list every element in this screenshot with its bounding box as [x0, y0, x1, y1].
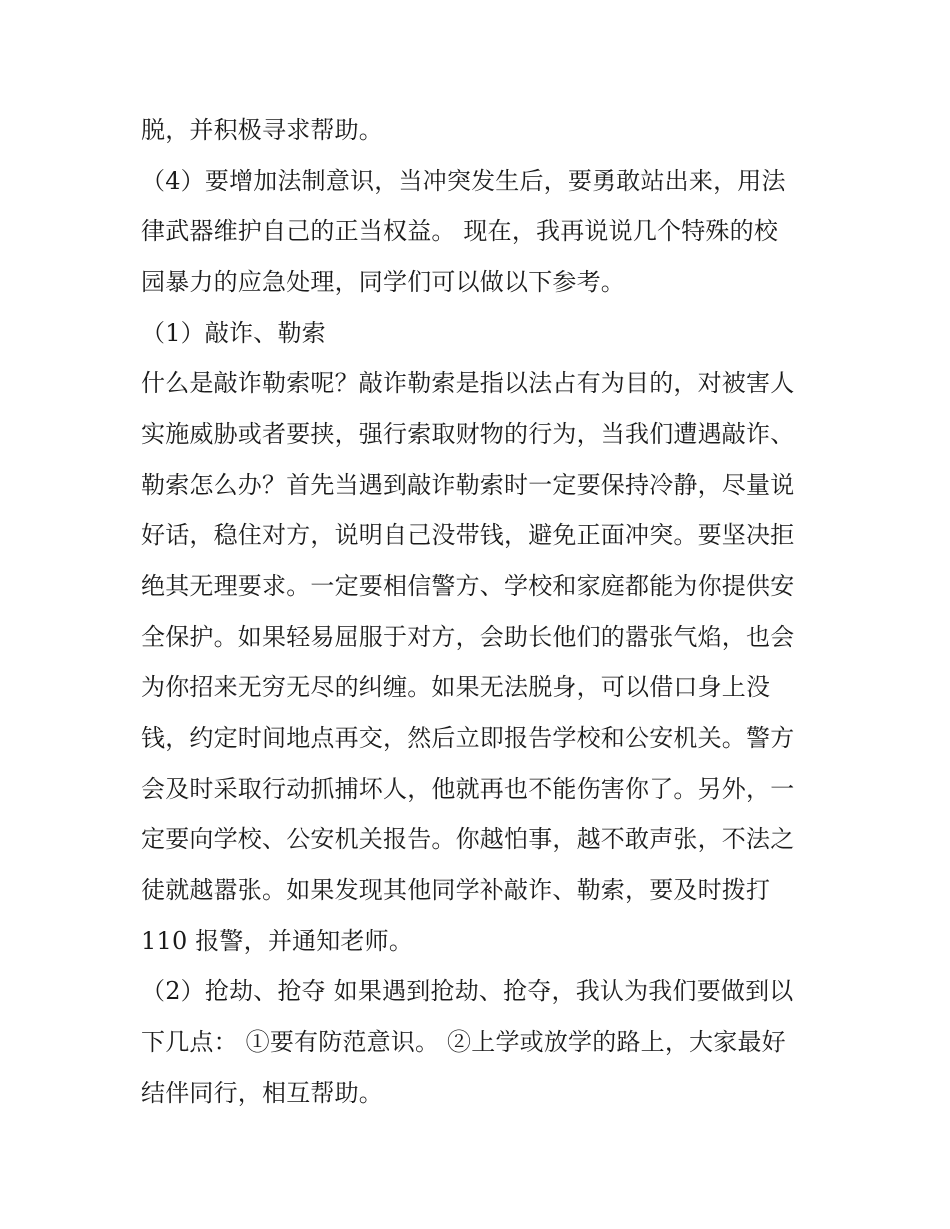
text-line: 好话，稳住对方，说明自己没带钱，避免正面冲突。要坚决拒: [141, 521, 795, 549]
text-line: 实施威胁或者要挟，强行索取财物的行为，当我们遭遇敲诈、: [141, 420, 795, 448]
text-line: 什么是敲诈勒索呢？敲诈勒索是指以法占有为目的，对被害人: [141, 369, 795, 397]
text-line: 律武器维护自己的正当权益。 现在，我再说说几个特殊的校: [141, 217, 779, 245]
text-line: 绝其无理要求。一定要相信警方、学校和家庭都能为你提供安: [141, 572, 795, 600]
section-heading: （2）抢劫、抢夺 如果遇到抢劫、抢夺，我认为我们要做到以: [141, 977, 794, 1005]
text-line: 勒索怎么办？首先当遇到敲诈勒索时一定要保持冷静，尽量说: [141, 471, 795, 499]
text-line: 下几点： ①要有防范意识。 ②上学或放学的路上，大家最好: [141, 1028, 786, 1056]
text-line: 园暴力的应急处理，同学们可以做以下参考。: [141, 268, 625, 296]
text-line: 全保护。如果轻易屈服于对方，会助长他们的嚣张气焰，也会: [141, 623, 795, 651]
text-line: 徒就越嚣张。如果发现其他同学补敲诈、勒索，要及时拨打: [141, 876, 771, 904]
text-line: 为你招来无穷无尽的纠缠。如果无法脱身，可以借口身上没: [141, 673, 771, 701]
text-line: （4）要增加法制意识，当冲突发生后，要勇敢站出来，用法: [141, 167, 786, 195]
text-line: 结伴同行，相互帮助。: [141, 1079, 383, 1107]
section-heading: （1）敲诈、勒索: [141, 319, 326, 347]
text-line: 钱，约定时间地点再交，然后立即报告学校和公安机关。警方: [141, 724, 795, 752]
text-line: 定要向学校、公安机关报告。你越怕事，越不敢声张，不法之: [141, 825, 795, 853]
text-line: 110 报警，并通知老师。: [141, 927, 414, 955]
text-line: 会及时采取行动抓捕坏人，他就再也不能伤害你了。另外，一: [141, 775, 795, 803]
text-line: 脱，并积极寻求帮助。: [141, 116, 383, 144]
